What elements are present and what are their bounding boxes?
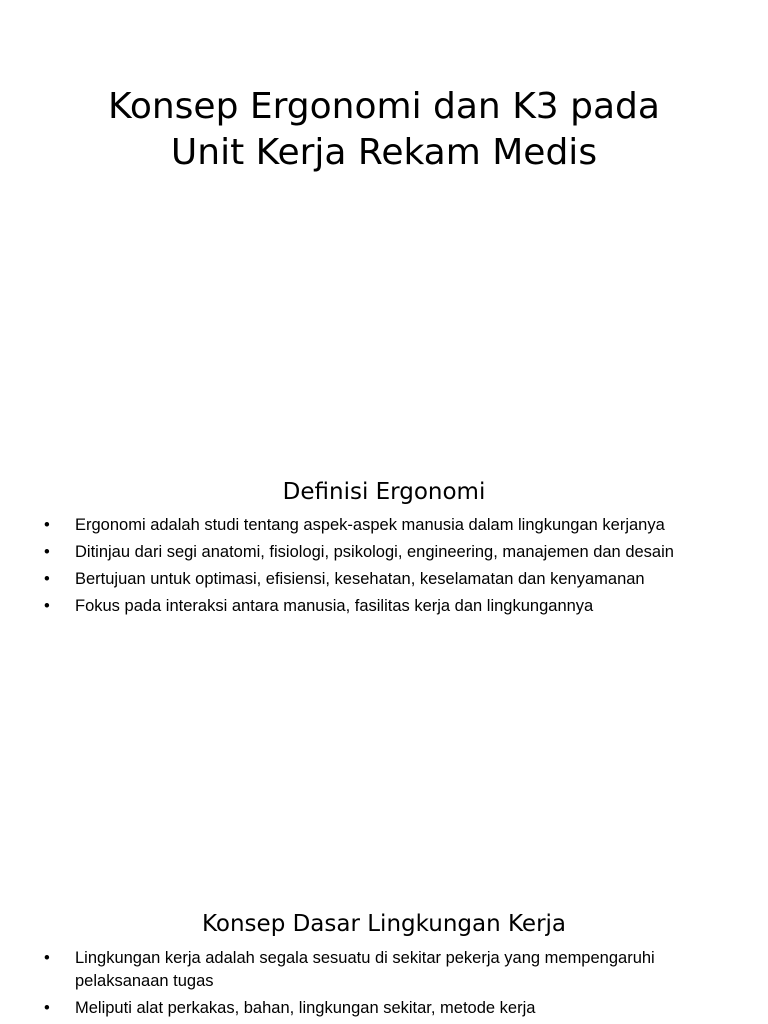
bullet-icon: • — [44, 949, 50, 967]
page-title-line-1: Konsep Ergonomi dan K3 pada — [108, 86, 660, 127]
list-item-text: Bertujuan untuk optimasi, efisiensi, kesehatan, keselamatan dan kenyamanan — [75, 570, 645, 588]
definisi-ergonomi-list — [40, 514, 700, 622]
section-title-konsep-dasar: Konsep Dasar Lingkungan Kerja — [201, 911, 567, 937]
konsep-dasar-list — [40, 947, 700, 1024]
list-item-text: Meliputi alat perkakas, bahan, lingkungan sekitar, metode kerja — [75, 999, 536, 1017]
bullet-icon: • — [44, 597, 50, 615]
section-title-definisi-ergonomi: Definisi Ergonomi — [282, 479, 486, 505]
list-item — [40, 997, 700, 1020]
page-title — [40, 84, 728, 176]
list-item — [40, 514, 700, 537]
list-item — [40, 947, 700, 993]
bullet-icon: • — [44, 999, 50, 1017]
list-item-text: Ergonomi adalah studi tentang aspek-aspek manusia dalam lingkungan kerjanya — [75, 516, 665, 534]
list-item — [40, 595, 700, 618]
page-title-line-2: Unit Kerja Rekam Medis — [170, 132, 598, 173]
bullet-icon: • — [44, 570, 50, 588]
list-item — [40, 568, 700, 591]
list-item-text: Ditinjau dari segi anatomi, fisiologi, psikologi, engineering, manajemen dan desain — [75, 543, 674, 561]
bullet-icon: • — [44, 543, 50, 561]
list-item-text: Fokus pada interaksi antara manusia, fasilitas kerja dan lingkungannya — [75, 597, 594, 615]
list-item — [40, 541, 700, 564]
list-item-text: Lingkungan kerja adalah segala sesuatu di sekitar pekerja yang mempengaruhi pelaksanaan tugas — [75, 949, 655, 990]
bullet-icon: • — [44, 516, 50, 534]
